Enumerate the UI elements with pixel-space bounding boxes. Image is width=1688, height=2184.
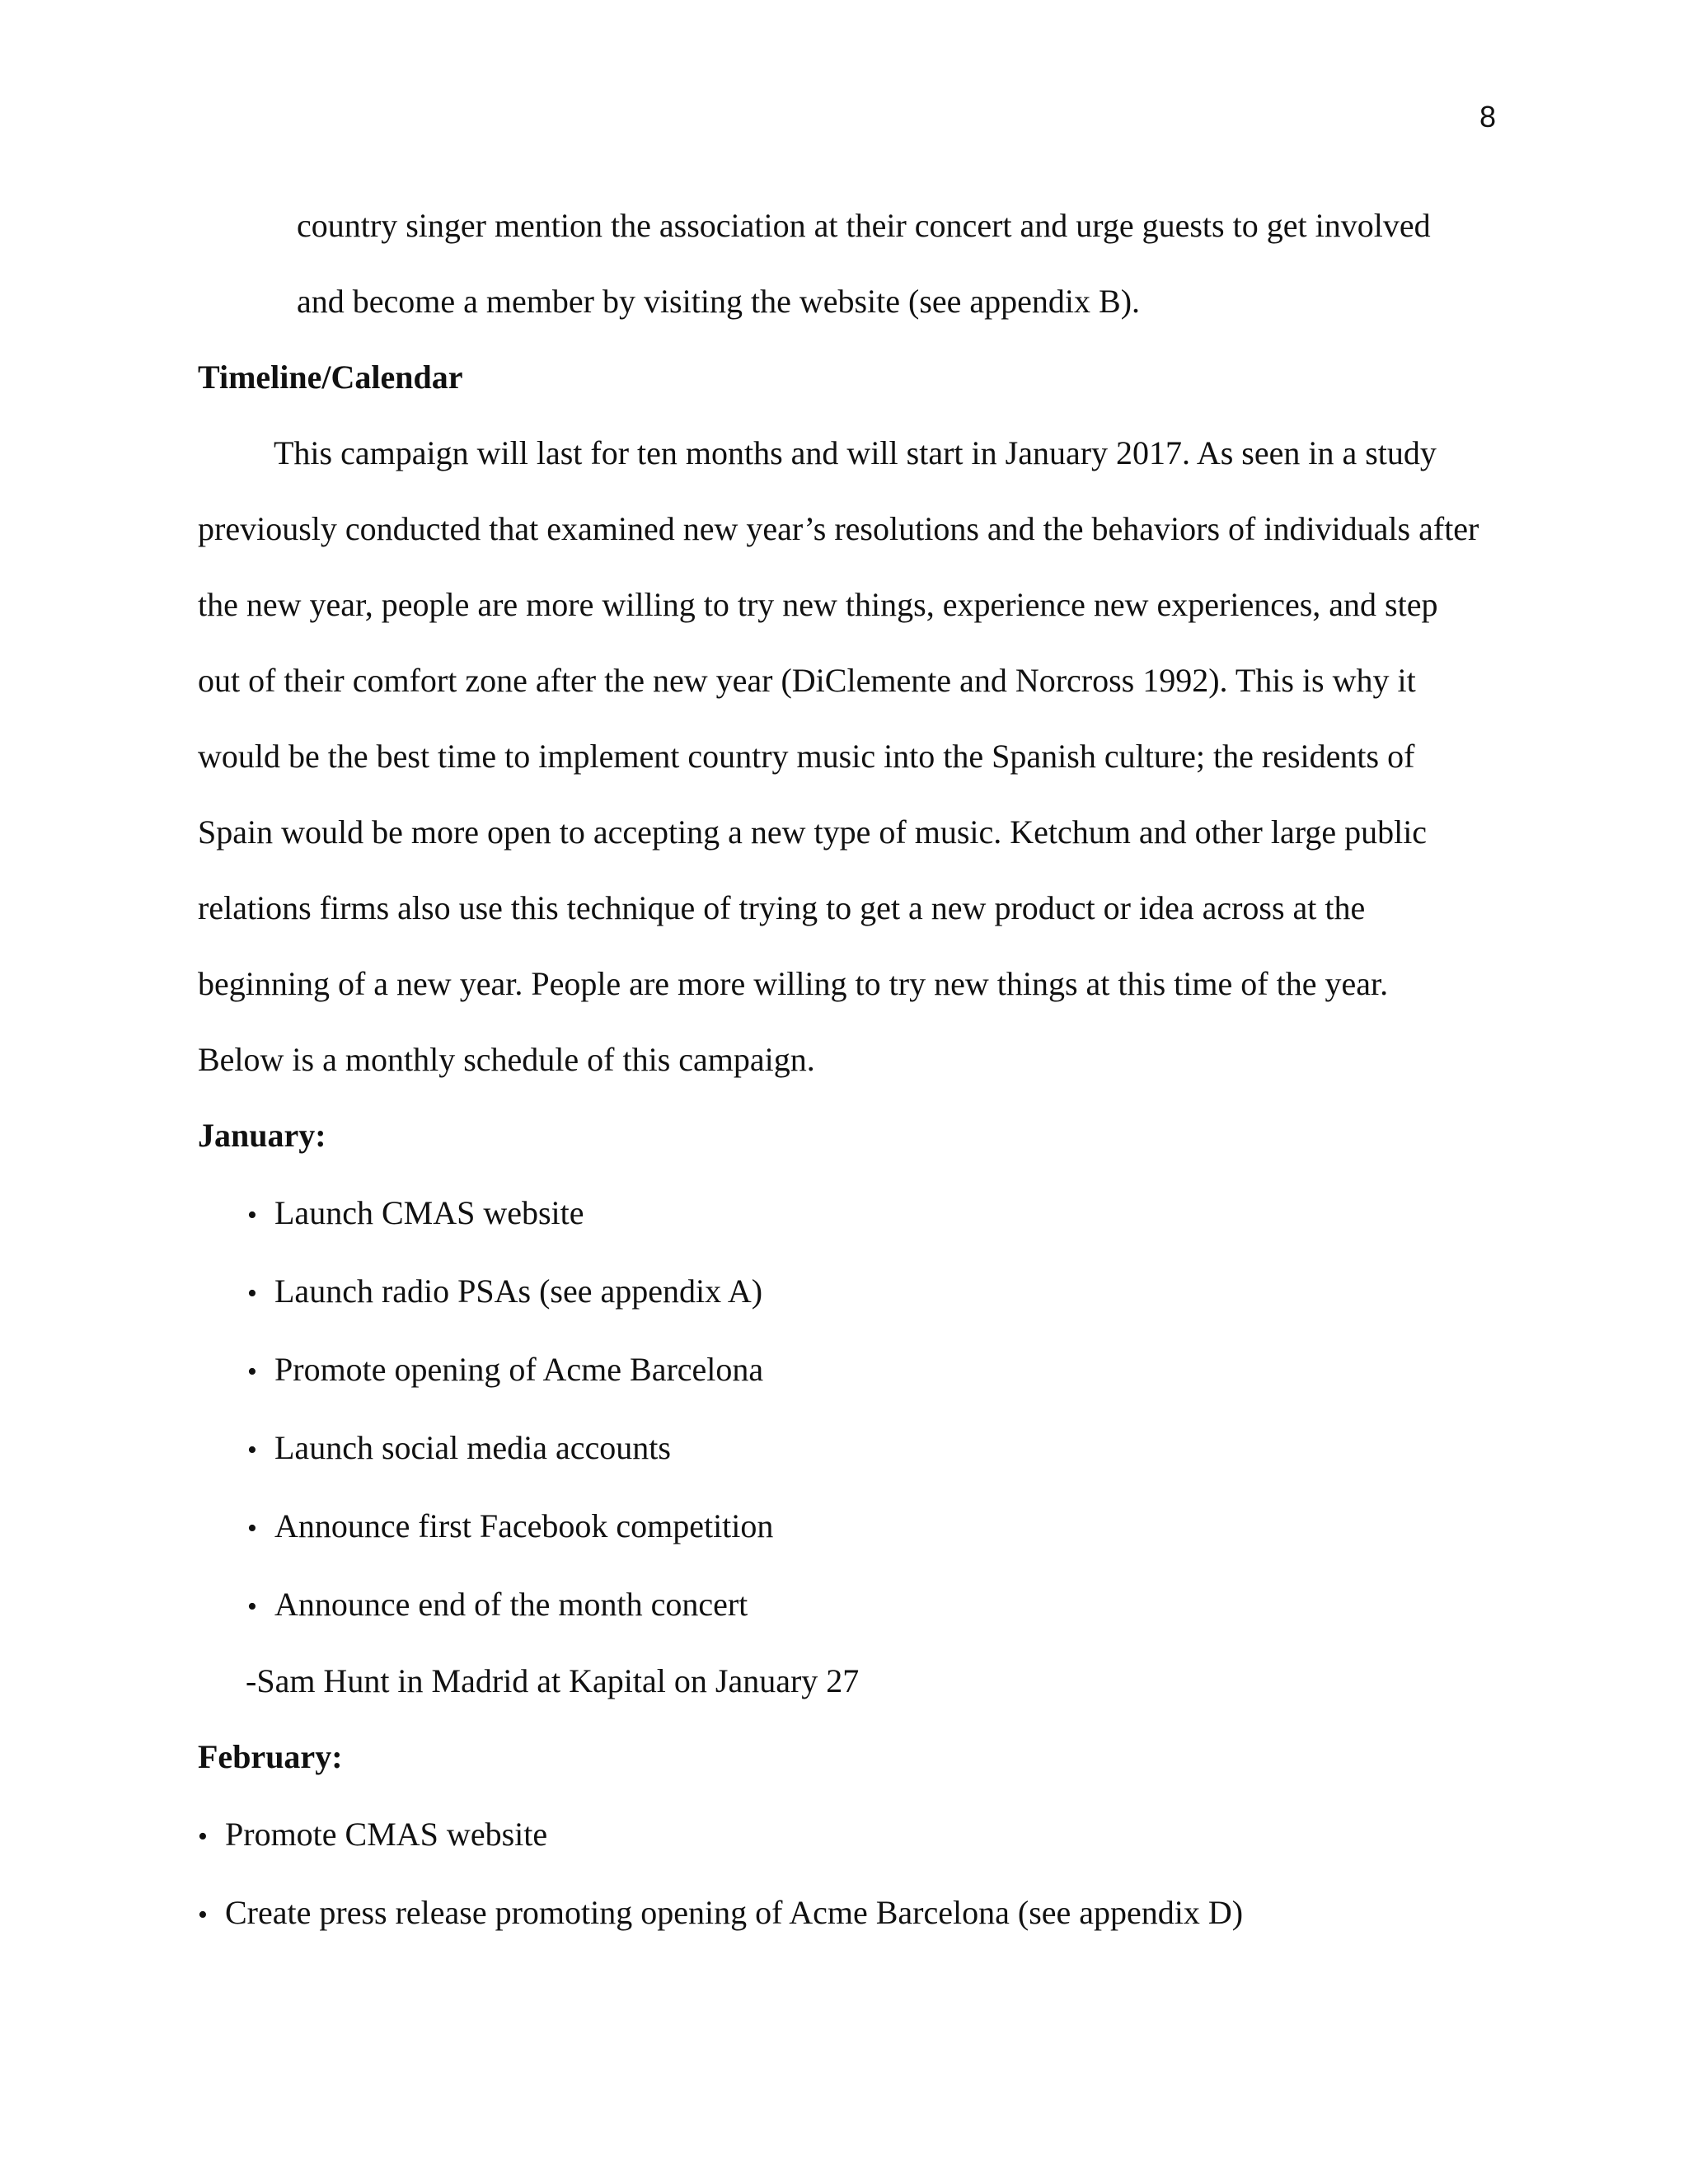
paragraph-line: Spain would be more open to accepting a new type of music. Ketchum and other large public <box>198 813 1428 851</box>
paragraph-line: the new year, people are more willing to try new things, experience new experiences, and step <box>198 586 1438 623</box>
month-heading-february: February: <box>198 1738 343 1775</box>
paragraph-line: This campaign will last for ten months and will start in January 2017. As seen in a study <box>274 434 1437 471</box>
month-heading-january: January: <box>198 1117 326 1154</box>
paragraph-line: relations firms also use this technique of trying to get a new product or idea across at the <box>198 889 1366 926</box>
bullet-icon: • <box>247 1435 257 1465</box>
list-item <box>198 1565 1500 1643</box>
list-item-text: Launch radio PSAs (see appendix A) <box>274 1272 763 1310</box>
paragraph-line: previously conducted that examined new year’s resolutions and the behaviors of individuals after <box>198 510 1479 547</box>
list-item <box>198 1174 1500 1252</box>
list-item <box>198 1252 1500 1330</box>
list-item <box>198 1408 1500 1487</box>
january-list <box>198 1174 1500 1643</box>
bullet-icon: • <box>247 1591 257 1622</box>
continuation-line: country singer mention the association at their concert and urge guests to get involved <box>297 207 1431 244</box>
paragraph-line: out of their comfort zone after the new year (DiClemente and Norcross 1992). This is why it <box>198 662 1416 699</box>
list-item-text: Promote opening of Acme Barcelona <box>274 1351 764 1388</box>
bullet-icon: • <box>247 1357 257 1387</box>
section-heading: Timeline/Calendar <box>198 359 463 396</box>
list-item <box>198 1873 1500 1952</box>
list-item-text: Create press release promoting opening of Acme Barcelona (see appendix D) <box>225 1894 1244 1931</box>
bullet-icon: • <box>247 1278 257 1309</box>
bullet-icon: • <box>198 1900 208 1930</box>
list-item <box>198 1487 1500 1565</box>
continuation-line: and become a member by visiting the website (see appendix B). <box>297 283 1141 320</box>
paragraph-line: Below is a monthly schedule of this campaign. <box>198 1041 815 1078</box>
section-paragraph <box>198 415 1500 1098</box>
paragraph-line: would be the best time to implement country music into the Spanish culture; the residents of <box>198 738 1415 775</box>
paragraph-line: beginning of a new year. People are more willing to try new things at this time of the year. <box>198 965 1389 1002</box>
bullet-icon: • <box>247 1200 257 1230</box>
bullet-icon: • <box>247 1513 257 1544</box>
page-number: 8 <box>1479 100 1496 134</box>
document-body <box>198 188 1500 1952</box>
list-item-text: Promote CMAS website <box>225 1816 548 1853</box>
list-item <box>198 1795 1500 1873</box>
list-item-text: Announce end of the month concert <box>274 1586 748 1623</box>
bullet-icon: • <box>198 1821 208 1852</box>
list-item <box>198 1330 1500 1408</box>
list-item-text: Launch social media accounts <box>274 1429 671 1466</box>
february-list <box>198 1795 1500 1952</box>
concert-note: -Sam Hunt in Madrid at Kapital on January 27 <box>246 1662 860 1699</box>
list-item-text: Announce first Facebook competition <box>274 1507 774 1544</box>
list-item-text: Launch CMAS website <box>274 1194 584 1231</box>
